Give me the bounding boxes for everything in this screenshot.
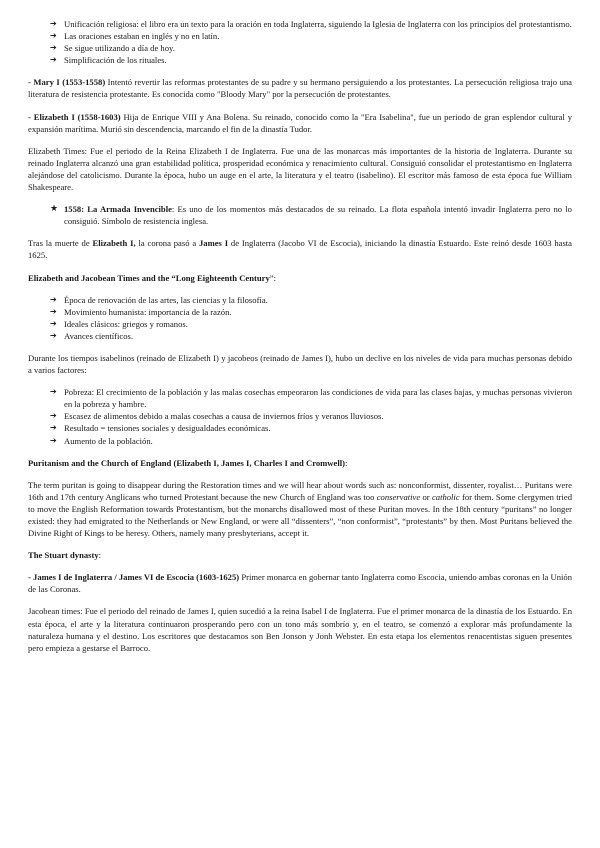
- list-item: ➔ Pobreza: El crecimiento de la población y las malas cosechas empeoraron las condiciones de vida para las clases bajas, y muchas personas vivieron en la pobreza y hambre.: [50, 387, 572, 410]
- arrow-icon: ➔: [50, 387, 57, 397]
- section-heading-eighteenth-century: Elizabeth and Jacobean Times and the “Long Eighteenth Century”:: [28, 272, 276, 283]
- document-page: [28, 18, 572, 664]
- arrow-icon: ➔: [50, 330, 57, 340]
- arrow-icon: ➔: [50, 423, 57, 433]
- paragraph-decline-intro: Durante los tiempos isabelinos (reinado de Elizabeth I) y jacobeos (reinado de James I), hubo un declive en los niveles de vida para muchas personas debido a varios factores:: [28, 352, 572, 376]
- arrow-icon: ➔: [50, 294, 57, 304]
- list-item: ★ 1558: La Armada Invencible: Es uno de los momentos más destacados de su reinado. La flota española intentó invadir Inglaterra pero no lo consiguió. Símbolo de resistencia inglesa.: [50, 204, 572, 227]
- list-item: ➔ Las oraciones estaban en inglés y no en latín.: [50, 31, 220, 42]
- list-item: ➔ Escasez de alimentos debido a malas cosechas a causa de inviernos fríos y veranos lluviosos.: [50, 411, 384, 422]
- list-item: ➔ Simplificación de los rituales.: [50, 55, 167, 66]
- monarch-name: - James I de Inglaterra / James VI de Escocia (1603-1625): [28, 572, 240, 583]
- section-heading-puritanism: Puritanism and the Church of England (Elizabeth I, James I, Charles I and Cromwell):: [28, 457, 348, 468]
- arrow-icon: ➔: [50, 411, 57, 421]
- list-item: ➔ Aumento de la población.: [50, 435, 153, 446]
- paragraph-elizabeth: - Elizabeth I (1558-1603) Hija de Enrique VIII y Ana Bolena. Su reinado, conocido como la "Era Isabelina", fue un periodo de gran esplendor cultural y expansión marítima. Murió sin descendencia, marcando el fin de la dinastía Tudor.: [28, 111, 572, 134]
- star-icon: ★: [50, 204, 59, 215]
- star-list-armada: [28, 203, 572, 227]
- list-item: ➔ Ideales clásicos: griegos y romanos.: [50, 318, 188, 329]
- monarch-name: - Elizabeth I (1558-1603): [28, 111, 121, 122]
- section-heading-stuart: The Stuart dynasty:: [28, 550, 102, 561]
- list-item: ➔ Unificación religiosa: el libro era un texto para la oración en toda Inglaterra, siguiendo la Iglesia de Inglaterra con los principios del protestantismo.: [50, 19, 572, 29]
- arrow-icon: ➔: [50, 55, 57, 65]
- arrow-icon: ➔: [50, 19, 57, 28]
- paragraph-succession: Tras la muerte de Elizabeth I, la corona pasó a James I de Inglaterra (Jacobo VI de Escocia), iniciando la dinastía Estuardo. Este reinó desde 1603 hasta 1625.: [28, 238, 572, 261]
- list-item: ➔ Se sigue utilizando a día de hoy.: [50, 43, 175, 54]
- paragraph-mary: - Mary I (1553-1558) Intentó revertir las reformas protestantes de su padre y su hermano persiguiendo a los protestantes. La persecución religiosa trajo una literatura de resistencia protestante. Es conocida como "Bloody Mary" por la persecución de protestantes.: [28, 77, 572, 100]
- paragraph-james: - James I de Inglaterra / James VI de Escocia (1603-1625) Primer monarca en gobernar tanto Inglaterra como Escocia, uniendo ambas coronas en la Unión de las Coronas.: [28, 572, 572, 595]
- bullet-list-factors: [28, 386, 572, 446]
- arrow-icon: ➔: [50, 306, 57, 316]
- arrow-icon: ➔: [50, 435, 57, 445]
- bullet-list-prayer-book: [28, 18, 572, 66]
- paragraph-puritans: The term puritan is going to disappear during the Restoration times and we will hear about words such as: nonconformist, dissenter, royalist… Puritans were 16th and 17th century Anglicans who turned Protestant because the new Church of England was too conservative or catholic for them. Some clergymen tried to move the English Reformation towards Protestantism, but the monarchs disallowed most of these Puritan moves. In the 18th century “puritans” no longer existed: they had emigrated to the Netherlands or New England, or were all “dissenters”, “non conformist”, “protestants” by then. Most Puritans believed the Divine Right of Kings to be heresy. Others, namely many presbyterians, accept it.: [28, 479, 572, 539]
- arrow-icon: ➔: [50, 31, 57, 41]
- list-item: ➔ Resultado = tensiones sociales y desigualdades económicas.: [50, 423, 271, 434]
- list-item: ➔ Avances científicos.: [50, 330, 134, 341]
- arrow-icon: ➔: [50, 318, 57, 328]
- list-item: ➔ Movimiento humanista: importancia de la razón.: [50, 306, 232, 317]
- paragraph-jacobean-times: Jacobean times: Fue el periodo del reinado de James I, quien sucedió a la reina Isabel I de Inglaterra. Fue el primer monarca de la dinastía de los Estuardo. En esta época, el arte y la literatura continuaron prosperando pero con un tono más sombrío y, en el teatro, se comenzó a explorar más profundamente la naturaleza humana y el destino. Los escritores que destacamos son Ben Jonson y Jonh Webster. En esta etapa los elementos renacentistas siguen presentes pero empieza a gestarse el Barroco.: [28, 606, 572, 653]
- paragraph-elizabeth-times: Elizabeth Times: Fue el periodo de la Reina Elizabeth I de Inglaterra. Fue una de las monarcas más importantes de la historia de Inglaterra. Durante su reinado Inglaterra alcanzó una gran estabilidad política, prosperidad económica y renacimiento cultural. Consiguió consolidar el protestantismo en Inglaterra alejándose del catolicismo. Durante la época, hubo un auge en el arte, la literatura y el teatro (isabelino). El escritor más famoso de esta época fue William Shakespeare.: [28, 145, 572, 193]
- list-item: ➔ Época de renovación de las artes, las ciencias y la filosofía.: [50, 294, 268, 305]
- monarch-name: - Mary I (1553-1558): [28, 77, 106, 88]
- bullet-list-renaissance: [28, 294, 572, 342]
- arrow-icon: ➔: [50, 43, 57, 53]
